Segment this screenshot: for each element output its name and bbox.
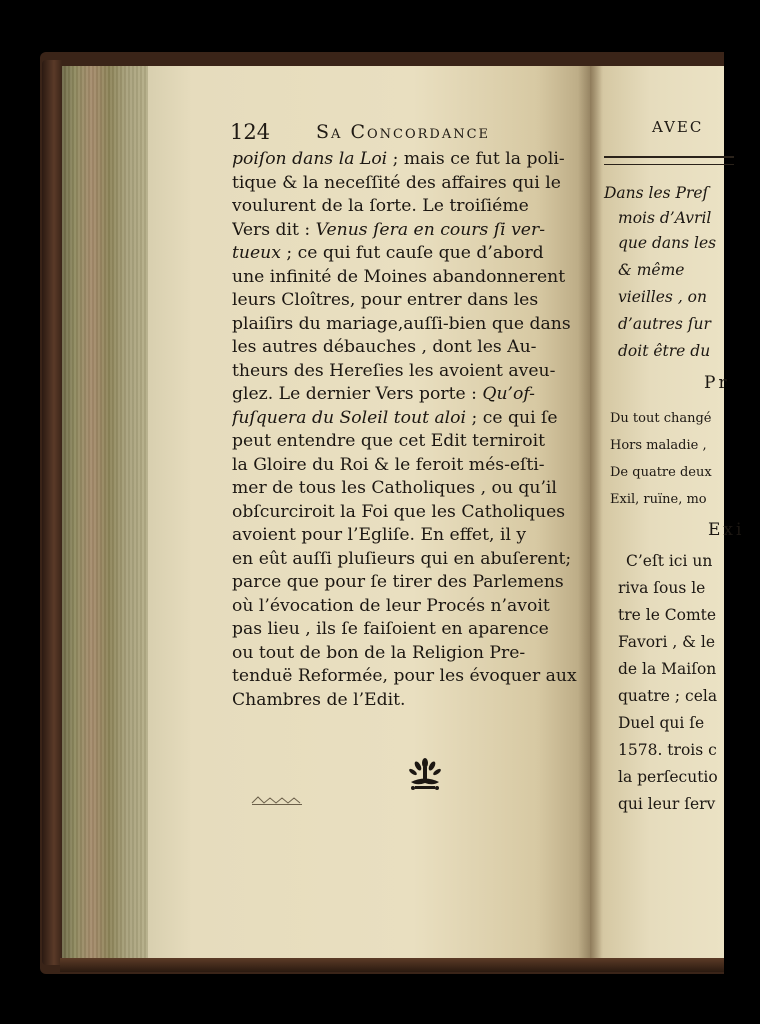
right-text-line: Exil, ruïne, mo: [610, 492, 707, 507]
right-text-line: vieilles , on: [618, 288, 707, 306]
text-line: [232, 360, 580, 384]
text-line: [232, 266, 580, 290]
text-segment: glez. Le dernier Vers porte :: [232, 384, 483, 404]
text-line: [232, 595, 580, 619]
right-text-line: qui leur ſerv: [618, 795, 716, 813]
text-segment: tenduë Reformée, pour les évoquer aux: [232, 666, 577, 686]
library-stamp-icon: [250, 794, 304, 806]
right-text-line: d’autres ſur: [618, 315, 711, 333]
book-gutter: [578, 66, 602, 962]
text-segment: voulurent de la ſorte. Le troiſiéme: [232, 196, 529, 216]
right-text-line: Favori , & le: [618, 633, 716, 651]
text-segment: ou tout de bon de la Religion Pre-: [232, 642, 526, 663]
right-text-line: mois d’Avril: [618, 209, 712, 227]
text-segment: leurs Cloîtres, pour entrer dans les: [232, 290, 539, 310]
text-segment: les autres débauches , dont les Au-: [232, 337, 537, 357]
text-segment: en eût auſſi pluſieurs qui en abuſerent;: [232, 548, 572, 569]
text-line: [232, 148, 580, 172]
right-text-line: C’eſt ici un: [626, 552, 713, 570]
right-text-line: Exi: [708, 520, 745, 540]
right-text-line: doit être du: [618, 342, 711, 360]
text-line: [232, 195, 580, 219]
right-text-line: quatre ; cela: [618, 687, 718, 705]
left-running-head: [230, 120, 560, 144]
running-head-title: Sa Concordance: [316, 121, 491, 143]
text-line: [232, 242, 580, 266]
right-text-line: 1578. trois c: [618, 741, 717, 759]
right-running-head: AVEC: [652, 118, 704, 136]
text-line: [232, 289, 580, 313]
text-line: [232, 524, 580, 548]
text-line: [232, 477, 580, 501]
right-text-line: la perſecutio: [618, 768, 718, 786]
right-text-line: Hors maladie ,: [610, 438, 707, 453]
right-text-line: Du tout changé: [610, 411, 712, 426]
text-segment: parce que pour ſe tirer des Parlemens: [232, 572, 564, 592]
text-line: [232, 219, 580, 243]
text-segment: ; mais ce fut la poli-: [387, 149, 565, 169]
right-text-line: Duel qui ſe: [618, 714, 705, 732]
italic-text-segment: fuſquera du Soleil tout aloi: [232, 407, 467, 428]
page-number: 124: [230, 120, 271, 144]
text-segment: avoient pour l’Egliſe. En effet, il y: [232, 525, 527, 545]
text-line: [232, 571, 580, 595]
text-segment: où l’évocation de leur Procés n’avoit: [232, 595, 550, 616]
right-text-line: de la Maiſon: [618, 660, 717, 678]
text-line: [232, 383, 580, 407]
book-bottom-edge: [60, 958, 724, 972]
right-text-line: tre le Comte: [618, 606, 717, 624]
left-page-body-text: [232, 148, 580, 712]
text-segment: pas lieu , ils ſe faiſoient en aparence: [232, 619, 549, 639]
text-line: [232, 430, 580, 454]
text-segment: Chambres de l’Edit.: [232, 689, 406, 710]
book-spine-edge: [42, 60, 62, 965]
text-line: [232, 454, 580, 478]
text-segment: Vers dit :: [232, 219, 316, 240]
text-segment: mer de tous les Catholiques , ou qu’il: [232, 478, 557, 498]
text-segment: ; ce qui fut cauſe que d’abord: [280, 243, 544, 263]
text-line: [232, 501, 580, 525]
text-segment: une infinité de Moines abandonnerent: [232, 266, 566, 287]
text-segment: la Gloire du Roi & le feroit més-eſti-: [232, 454, 545, 475]
text-segment: ; ce qui ſe: [466, 407, 558, 428]
italic-text-segment: Qu’of-: [482, 384, 535, 404]
right-text-line: Pr: [704, 373, 730, 393]
page-fore-edge: [62, 66, 148, 958]
text-line: [232, 689, 580, 713]
text-line: [232, 407, 580, 431]
right-text-line: De quatre deux: [610, 465, 712, 480]
right-text-line: que dans les: [618, 234, 717, 252]
text-segment: theurs des Hereſies les avoient aveu-: [232, 360, 556, 381]
italic-text-segment: tueux: [232, 243, 281, 263]
text-line: [232, 313, 580, 337]
fleuron-ornament-icon: [407, 755, 443, 795]
text-line: [232, 665, 580, 689]
text-line: [232, 618, 580, 642]
right-text-line: riva ſous le: [618, 579, 706, 597]
text-segment: plaiſirs du mariage,auſſi-bien que dans: [232, 313, 571, 334]
text-line: [232, 642, 580, 666]
text-segment: tique & la neceſſité des affaires qui le: [232, 172, 561, 193]
right-header-rule: [604, 156, 734, 165]
text-segment: peut entendre que cet Edit terniroit: [232, 431, 545, 451]
text-line: [232, 548, 580, 572]
text-line: [232, 336, 580, 360]
right-text-line: & même: [618, 261, 685, 279]
italic-text-segment: poiſon dans la Loi: [232, 149, 388, 169]
text-segment: obſcurciroit la Foi que les Catholiques: [232, 501, 566, 522]
right-text-line: Dans les Preſ: [604, 184, 709, 202]
text-line: [232, 172, 580, 196]
italic-text-segment: Venus ſera en cours ſi ver-: [315, 219, 546, 240]
